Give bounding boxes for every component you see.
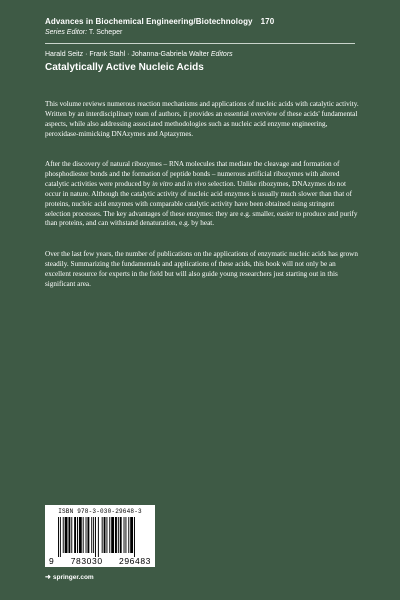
barcode-bar bbox=[93, 517, 94, 553]
barcode-digits bbox=[49, 556, 151, 566]
barcode-bar bbox=[124, 517, 125, 553]
barcode-bar bbox=[79, 517, 82, 553]
blurb-paragraph-3: Over the last few years, the number of publications on the applications of enzymatic nucleic acids has grown steadily. Summarizing the fundamentals and applications of these acids, this book will not only be an excellent resource for experts in the field but will also guide young researchers just starting out in this significant area. bbox=[45, 250, 358, 288]
barcode-bar bbox=[128, 517, 129, 553]
barcode-bar bbox=[115, 517, 117, 553]
barcode-bar bbox=[86, 517, 87, 553]
blurb-paragraph-2 bbox=[45, 160, 359, 229]
series-editor-name: T. Scheper bbox=[88, 29, 123, 36]
blurb-p2-italic1: in vitro bbox=[152, 179, 173, 188]
series-title bbox=[45, 17, 274, 26]
barcode-bar bbox=[58, 517, 59, 557]
barcode-digit-group-2: 296483 bbox=[119, 556, 151, 566]
barcode-bar bbox=[65, 517, 68, 553]
publisher-url[interactable] bbox=[45, 573, 94, 581]
publisher-url-text[interactable]: springer.com bbox=[52, 573, 94, 581]
blurb-p2-italic2: in vivo bbox=[186, 179, 207, 188]
barcode-bar bbox=[106, 517, 107, 553]
barcode-bar bbox=[68, 517, 70, 553]
blurb-p2-part1: After the discovery of natural ribozymes – RNA molecules that mediate the cleavage and formation of phosphodiester bonds and the formation of peptide bonds – numerous artificial ribozymes with altered catalytic activities were produced by bbox=[45, 160, 340, 188]
isbn-label: ISBN 978-3-030-29648-3 bbox=[58, 508, 142, 515]
barcode-bar bbox=[130, 517, 133, 553]
header-divider bbox=[45, 43, 355, 44]
editor-role: Editors bbox=[210, 51, 233, 58]
barcode-bar bbox=[109, 517, 110, 553]
barcode-bar bbox=[134, 517, 135, 557]
series-editor bbox=[45, 29, 122, 36]
barcode-bar bbox=[60, 517, 61, 557]
barcode-bar bbox=[83, 517, 84, 553]
barcode-bar bbox=[111, 517, 114, 553]
barcode-bar bbox=[77, 517, 78, 553]
arrow-right-icon: ➜ bbox=[45, 574, 51, 581]
barcode-bar bbox=[120, 517, 122, 553]
barcode-digit-prefix: 9 bbox=[49, 556, 55, 566]
barcode-bar bbox=[91, 517, 92, 553]
barcode-bar bbox=[63, 517, 64, 553]
blurb-p2-part2: and bbox=[172, 179, 187, 188]
barcode-bar bbox=[102, 517, 103, 553]
series-volume: 170 bbox=[260, 17, 275, 26]
blurb-paragraph-1: This volume reviews numerous reaction mechanisms and applications of nucleic acids with catalytic activity. Written by an interdisciplinary team of authors, it provides an essential overview of these acids' fundamental aspects, while also addressing associated methodologies such as nucleic acid enzyme engineering, peroxidase-mimicking DNAzymes and Aptazymes. bbox=[45, 100, 359, 138]
book-editors bbox=[45, 51, 233, 58]
editor-names: Harald Seitz · Frank Stahl · Johanna-Gabriela Walter bbox=[45, 51, 209, 58]
barcode-bar bbox=[71, 517, 72, 553]
barcode-bar bbox=[104, 517, 106, 553]
blurb-p2-part3: selection. Unlike ribozymes, DNAzymes do not occur in nature. Although the catalytic activity of nucleic acid enzymes is usually much slower than that of proteins, nucleic acid enzymes with comparable catalytic activity have been obtained using stringent selection processes. The key advantages of these enzymes: they are e.g. smaller, easier to produce and purify than proteins, and can withstand denaturation, e.g. by heat. bbox=[45, 179, 358, 228]
series-name: Advances in Biochemical Engineering/Biotechnology bbox=[45, 17, 253, 26]
barcode-bar bbox=[118, 517, 119, 553]
book-title: Catalytically Active Nucleic Acids bbox=[45, 62, 204, 73]
barcode-bar bbox=[125, 517, 126, 553]
barcode-digit-group-1: 783030 bbox=[70, 556, 103, 566]
barcode-bar bbox=[74, 517, 76, 553]
barcode-bar bbox=[95, 517, 96, 557]
barcode bbox=[57, 517, 143, 557]
series-editor-label: Series Editor: bbox=[45, 29, 88, 36]
barcode-bar bbox=[98, 517, 99, 557]
isbn-barcode-box bbox=[45, 505, 155, 567]
barcode-bar bbox=[87, 517, 89, 553]
